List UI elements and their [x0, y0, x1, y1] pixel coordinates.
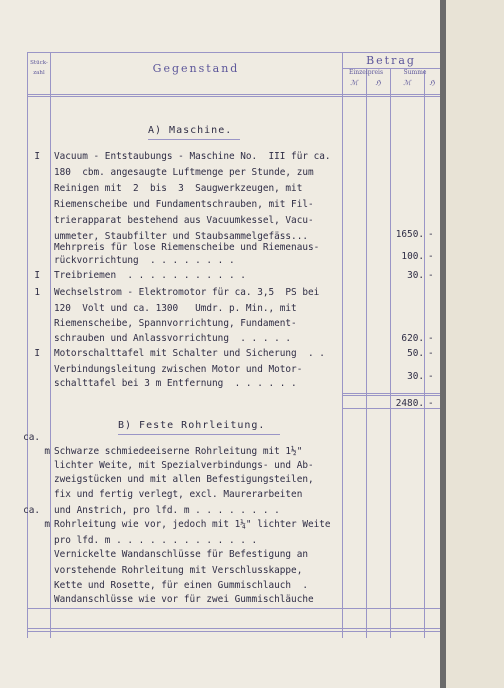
amount-dash: - — [428, 270, 434, 281]
quantity-cell: I — [34, 348, 40, 359]
line-item-text: ummeter, Staubfilter und Staubsammelgefäss... — [54, 231, 308, 242]
header-quantity: Stück- zahl — [30, 60, 48, 76]
line-item-text: 120 Volt und ca. 1300 Umdr. p. Min., mit — [54, 303, 297, 314]
rule-subtotal — [342, 393, 440, 394]
header-unit-price: Einzelpreis — [348, 69, 384, 76]
unit-cell: m — [44, 446, 50, 457]
line-item-text: Motorschalttafel mit Schalter und Sicherung . . — [54, 348, 325, 359]
amount-cell: 1650. — [395, 229, 424, 240]
adjacent-page-edge — [446, 0, 504, 688]
line-item-text: Kette und Rosette, für einen Gummischlauch . — [54, 580, 308, 591]
section-b-underline — [118, 434, 280, 435]
amount-dash: - — [428, 371, 434, 382]
amount-cell: 100. — [401, 251, 424, 262]
line-item-text: trierapparat bestehend aus Vacuumkessel, Vacu- — [54, 215, 314, 226]
amount-dash: - — [428, 348, 434, 359]
line-item-text: fix und fertig verlegt, excl. Maurerarbeiten — [54, 489, 303, 500]
rule-footer — [27, 608, 440, 609]
quantity-cell: I — [34, 151, 40, 162]
amount-cell: 30. — [407, 270, 424, 281]
section-a-total: 2480. — [395, 398, 424, 409]
header-unit-pf: ℌ — [375, 79, 381, 87]
line-item-text: Wechselstrom - Elektromotor für ca. 3,5 PS bei — [54, 287, 320, 298]
line-item-text: 180 cbm. angesaugte Luftmenge per Stunde, zum — [54, 167, 314, 178]
unit-cell: ca. — [23, 505, 40, 516]
rule-left-border — [27, 52, 28, 638]
line-item-text: Verbindungsleitung zwischen Motor und Motor- — [54, 364, 303, 375]
line-item-text: Treibriemen . . . . . . . . . . . — [54, 270, 246, 281]
line-item-text: Wandanschlüsse wie vor für zwei Gummischläuche — [54, 594, 314, 605]
line-item-text: rückvorrichtung . . . . . . . . — [54, 255, 235, 266]
line-item-text: Riemenscheibe und Fundamentschrauben, mit Fil- — [54, 199, 314, 210]
line-item-text: Schwarze schmiedeeiserne Rohrleitung mit 1½" — [54, 446, 303, 457]
rule-header-bottom — [27, 94, 440, 95]
line-item-text: Vernickelte Wandanschlüsse für Befestigung an — [54, 549, 308, 560]
amount-dash: - — [428, 333, 434, 344]
header-unit-mark: ℳ — [350, 79, 358, 87]
header-amount: Betrag — [366, 54, 416, 67]
line-item-text: Rohrleitung wie vor, jedoch mit 1¼" lichter Weite — [54, 519, 331, 530]
rule-header-bottom-double — [27, 96, 440, 97]
header-sum-pf: ℌ — [429, 79, 435, 87]
line-item-text: Reinigen mit 2 bis 3 Saugwerkzeugen, mit — [54, 183, 303, 194]
header-sum-mark: ℳ — [403, 79, 411, 87]
rule-sum-pf — [424, 70, 425, 638]
quantity-cell: I — [34, 270, 40, 281]
header-sum: Summe — [403, 69, 427, 76]
amount-dash: - — [428, 251, 434, 262]
line-item-text: schalttafel bei 3 m Entfernung . . . . . . — [54, 378, 297, 389]
amount-cell: 620. — [401, 333, 424, 344]
section-a-underline — [148, 139, 240, 140]
section-a-title: A) Maschine. — [148, 125, 233, 136]
line-item-text: Mehrpreis für lose Riemenscheibe und Riemenaus- — [54, 242, 320, 253]
line-item-text: Riemenscheibe, Spannvorrichtung, Fundament- — [54, 318, 297, 329]
rule-qty-column — [50, 52, 51, 638]
amount-dash: - — [428, 398, 434, 409]
line-item-text: Vacuum - Entstaubungs - Maschine No. III für ca. — [54, 151, 331, 162]
line-item-text: pro lfd. m . . . . . . . . . . . . . — [54, 535, 258, 546]
line-item-text: zweigstücken und mit allen Befestigungsteilen, — [54, 474, 314, 485]
amount-cell: 30. — [407, 371, 424, 382]
rule-unitprice-pf — [366, 70, 367, 638]
header-subject: Gegenstand — [152, 62, 240, 75]
rule-footer-double — [27, 628, 440, 629]
line-item-text: vorstehende Rohrleitung mit Verschlusskappe, — [54, 565, 303, 576]
rule-header-top — [27, 52, 440, 53]
rule-footer-triple — [27, 631, 440, 632]
amount-dash: - — [428, 229, 434, 240]
line-item-text: lichter Weite, mit Spezialverbindungs- und Ab- — [54, 460, 314, 471]
line-item-text: schrauben und Anlassvorrichtung . . . . . — [54, 333, 292, 344]
rule-subtotal-double — [342, 395, 440, 396]
amount-cell: 50. — [407, 348, 424, 359]
quantity-cell: 1 — [34, 287, 40, 298]
line-item-text: und Anstrich, pro lfd. m . . . . . . . . — [54, 505, 280, 516]
unit-cell: ca. — [23, 432, 40, 443]
section-b-title: B) Feste Rohrleitung. — [118, 420, 266, 431]
unit-cell: m — [44, 519, 50, 530]
